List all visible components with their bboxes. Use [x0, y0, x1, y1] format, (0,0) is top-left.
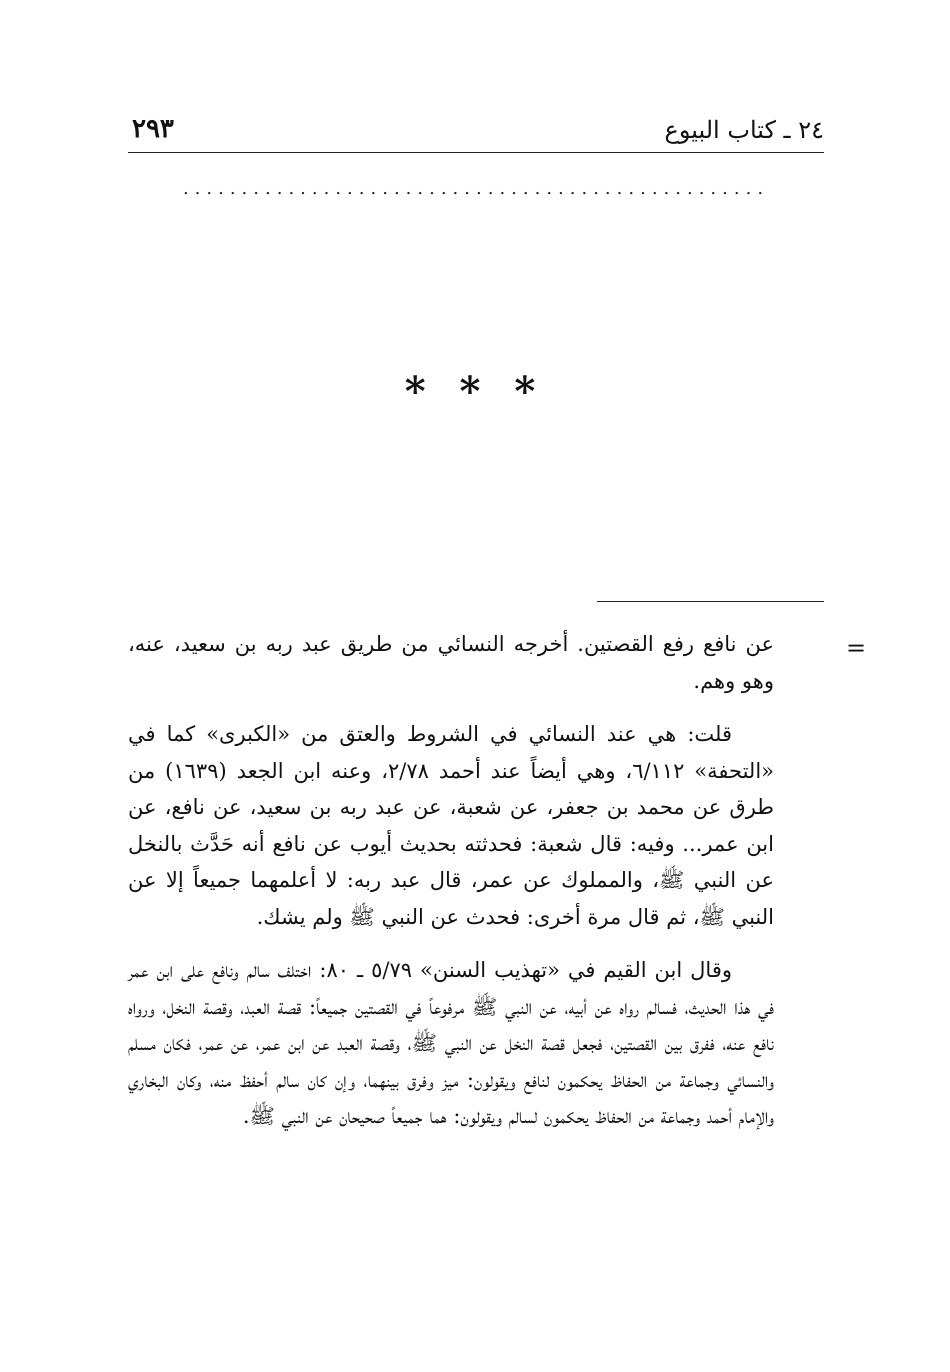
footnote-text: [128, 626, 774, 1152]
page-number: ٢٩٣: [132, 114, 174, 144]
continuation-mark: =: [846, 634, 867, 662]
section-break: * * *: [404, 368, 546, 415]
footnote-rule: [597, 601, 824, 602]
footnote-paragraph: قلت: هي عند النسائي في الشروط والعتق من «الكبرى» كما في «التحفة» ٦/١١٢، وهي أيضاً عند أحمد ٢/٧٨، وعنه ابن الجعد (١٦٣٩) من طرق عن محمد بن جعفر، عن شعبة، عن عبد ربه بن سعيد، عن نافع، عن ابن عمر... وفيه: قال شعبة: فحدثته بحديث أيوب عن نافع أنه حَدَّث بالنخل عن النبي ﷺ، والمملوك عن عمر، قال عبد ربه: لا أعلمهما جميعاً إلا عن النبي ﷺ، ثم قال مرة أخرى: فحدث عن النبي ﷺ ولم يشك.: [128, 722, 775, 929]
footnote-paragraph: عن نافع رفع القصتين. أخرجه النسائي من طريق عبد ربه بن سعيد، عنه، وهو وهم.: [128, 632, 774, 693]
chapter-title: ٢٤ ـ كتاب البيوع: [664, 116, 824, 144]
separator-dots: ..................................................: [182, 178, 770, 199]
running-header: [128, 112, 824, 153]
footnote-paragraph: وقال ابن القيم في «تهذيب السنن» ٥/٧٩ ـ ٨٠: اختلف سالم ونافع على ابن عمر في هذا الحديث، فسالم رواه عن أبيه، عن النبي ﷺ مرفوعاً في القصتين جميعاً: قصة العبد، وقصة النخل، ورواه نافع عنه، ففرق بين القصتين، فجعل قصة النخل عن النبي ﷺ، وقصة العبد عن ابن عمر، عن عمر، فكان مسلم والنسائي وجماعة من الحفاظ يحكمون لنافع ويقولون: ميز وفرق بينهما، وإن كان سالم أحفظ منه، وكان البخاري والإمام أحمد وجماعة من الحفاظ يحكمون لسالم ويقولون: هما جميعاً صحيحان عن النبي ﷺ.: [128, 958, 774, 1128]
